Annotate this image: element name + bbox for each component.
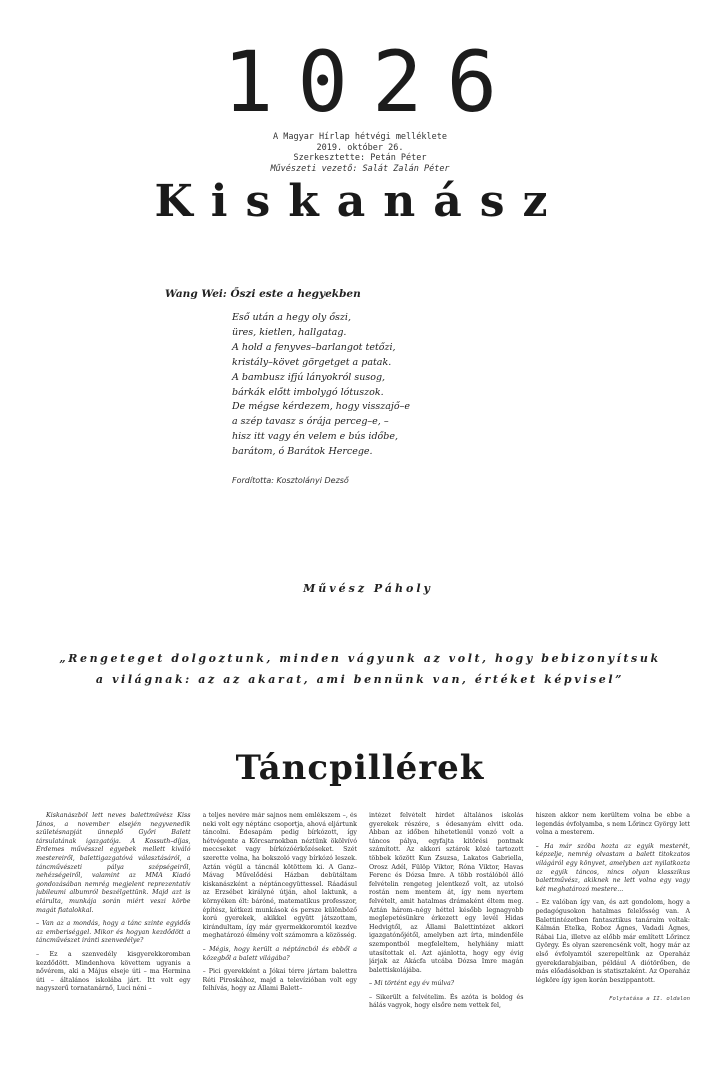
poem-line: hisz itt vagy én velem e bús időbe, xyxy=(232,431,398,443)
article-column-2 xyxy=(203,812,358,1058)
article-headline: Táncpillérek xyxy=(235,748,485,788)
imprint-date: 2019. október 26. xyxy=(316,142,404,153)
imprint xyxy=(0,132,720,174)
poem-line: De mégse kérdezem, hogy visszajő–e xyxy=(232,401,410,413)
article-lead: Kiskanászból lett neves balettművész Kiss János, a november elsején negyvenedik születésnapját ünneplő Győri Balett társulatának igazgatója. A Kossuth–díjas, Érdemes művésszel egyebek mellett kiváló mestereiről, balettigazgatóvá választásáról, a táncművészeti pálya szépségeiről, nehézségeiről, valamint az MMA Kiadó gondozásában nemrég megjelent reprezentatív jubileumi albumról beszélgettünk. Majd azt is elárulta, munkája során miért veszi körbe magát fiatalokkal. xyxy=(36,812,191,914)
interview-question: – Ha már szóba hozta az egyik mesterét, képzelje, nemrég olvastam a balett titokzatos világáról egy könyvet, amelyben azt nyilatkozta az egyik táncos, nincs olyan klasszikus balettművész, akiknek ne lett volna egy vagy két meghatározó mestere... xyxy=(535,842,690,893)
interview-answer: – Ez valóban így van, és azt gondolom, hogy a pedagógusokon hatalmas felelősség van. A Balettintézetben fantasztikus tanáraim voltak: Kálmán Etelka, Roboz Ágnes, Vadadi Ágnes, Rábai Lia, illetve az előbb már említett Lőrincz György. És olyan szerencsénk volt, hogy már az első évfolyamtól szerepeltünk az Operaház gyerekdarabjaiban, például A diótörőben, de más előadásokban is statisztaként. Az Operaház légköre így igen korán beszippantott. xyxy=(535,899,690,984)
poem-translator: Fordította: Kosztolányi Dezső xyxy=(232,476,349,485)
page-title: Kiskanász xyxy=(154,176,566,227)
imprint-art-director: Művészeti vezető: Salát Zalán Péter xyxy=(270,163,450,174)
interview-answer: hiszen akkor nem kerültem volna be ebbe a legendás évfolyamba, s nem Lőrincz György lett volna a mesterem. xyxy=(535,812,690,837)
poem-heading: Wang Wei: Őszi este a hegyekben xyxy=(165,288,361,300)
poem-line: A hold a fenyves–barlangot tetőzi, xyxy=(232,341,396,353)
imprint-editor: Szerkesztette: Petán Péter xyxy=(293,153,427,163)
interview-question: – Van az a mondás, hogy a tánc szinte egyidős az emberiséggel. Mikor és hogyan kezdődött a táncművészet iránti szenvedélye? xyxy=(36,920,191,945)
interview-answer: intézet felvételt hirdet általános iskolás gyerekek részére, s édesanyám elvitt oda. Abban az időben hihetetlenül vonzó volt a táncos pálya, egyfajta kitörési pontnak számított. Az akkori sztárok közé tartozott többek között Kun Zsuzsa, Lakatos Gabriella, Orosz Adél, Fülöp Viktor, Róna Viktor, Havas Ferenc és Dózsa Imre. A több rostálóból álló felvételin rengeteg jelentkező volt, az utolsó rostán nem mentem át, így nem nyertem felvételt, amit hatalmas drámaként éltem meg. Aztán három–négy héttel később legnagyobb meglepetésünkre érkezett egy levél Hidas Hedvigtől, az Állami Balettintézet akkori igazgatónőjétől, amelyben azt írta, mindenféle szempontból megfeleltem, helyhiány miatt utasítottak el. Azt ajánlotta, hogy egy évig járjak az Akácfa utcába Dózsa Imre magán balettiskolájába. xyxy=(369,812,524,974)
interview-question: – Mégis, hogy került a néptáncból és ebből a közegből a balett világába? xyxy=(202,945,357,962)
interview-question: – Mi történt egy év múlva? xyxy=(369,980,455,988)
section-title: Művész Páholy xyxy=(303,582,433,595)
pull-quote-line: „Rengeteget dolgoztunk, minden vágyunk az volt, hogy bebizonyítsuk xyxy=(59,652,661,665)
masthead-number: 1026 xyxy=(222,33,522,131)
poem-line: a szép tavasz s órája perceg–e, – xyxy=(232,416,389,428)
pull-quote-line: a világnak: az az akarat, ami bennünk van, értéket képvisel” xyxy=(95,673,625,686)
poem-body xyxy=(232,311,410,460)
continued-note: Folytatása a II. oldalon xyxy=(609,996,690,1003)
article-column-1 xyxy=(36,812,191,1058)
imprint-line: A Magyar Hírlap hétvégi melléklete xyxy=(273,132,447,142)
article-column-3 xyxy=(369,812,524,1058)
pull-quote xyxy=(0,648,720,690)
poem-line: Eső után a hegy oly őszi, xyxy=(232,312,351,323)
interview-answer: a teljes nevére már sajnos nem emlékszem –, és neki volt egy néptánc csoportja, ahová eljártunk táncolni. Édesapám pedig bírkózott, így hétvégente a Körcsarnokban néztünk ökölvívó meccseket vagy bírkózóérkőzéseket. Szét szerette volna, ha bokszoló vagy bírkózó leszek. Aztán végül a táncnál kötöttem ki. A Ganz–Mávag Művelődési Házban debütáltam kiskanászként a néptáncegyüttessel. Ráadásul az Erzsébet királyné útján, ahol laktunk, a környéken élt: báróné, matematikus professzor, építész, kétkezi munkások és persze különböző korú gyerekek, akikkel együtt játszottam, kirándultam, így már gyermekkoromtól kezdve meghatározó élmény volt számomra a közösség. xyxy=(202,812,357,940)
poem-line: bárkák előtt imbolygó lótuszok. xyxy=(232,386,384,398)
poem-line: üres, kietlen, hallgatag. xyxy=(232,326,347,338)
interview-answer: – Sikerült a felvételim. És azóta is boldog és hálás vagyok, hogy elsőre nem vettek fel, xyxy=(369,993,524,1010)
poem-line: barátom, ó Barátok Hercege. xyxy=(232,446,373,458)
poem-line: kristály–követ görgetget a patak. xyxy=(232,356,392,368)
interview-answer: – Pici gyerekként a Jókai térre jártam balettra Réti Piroskához, majd a televízióban volt egy felhívás, hogy az Állami Balett– xyxy=(202,968,357,993)
poem-line: A bambusz ifjú lányokról susog, xyxy=(232,371,386,383)
article-columns xyxy=(36,812,690,1058)
interview-answer: – Ez a szenvedély kisgyerekkoromban kezdődött. Mindenhova követtem ugyanis a nővérem, aki a Május elseje úti – ma Hermina úti – általános iskolába járt. Itt volt egy nagyszerű tornatanárnő, Luci néni – xyxy=(36,950,191,993)
article-column-4 xyxy=(536,812,691,1058)
